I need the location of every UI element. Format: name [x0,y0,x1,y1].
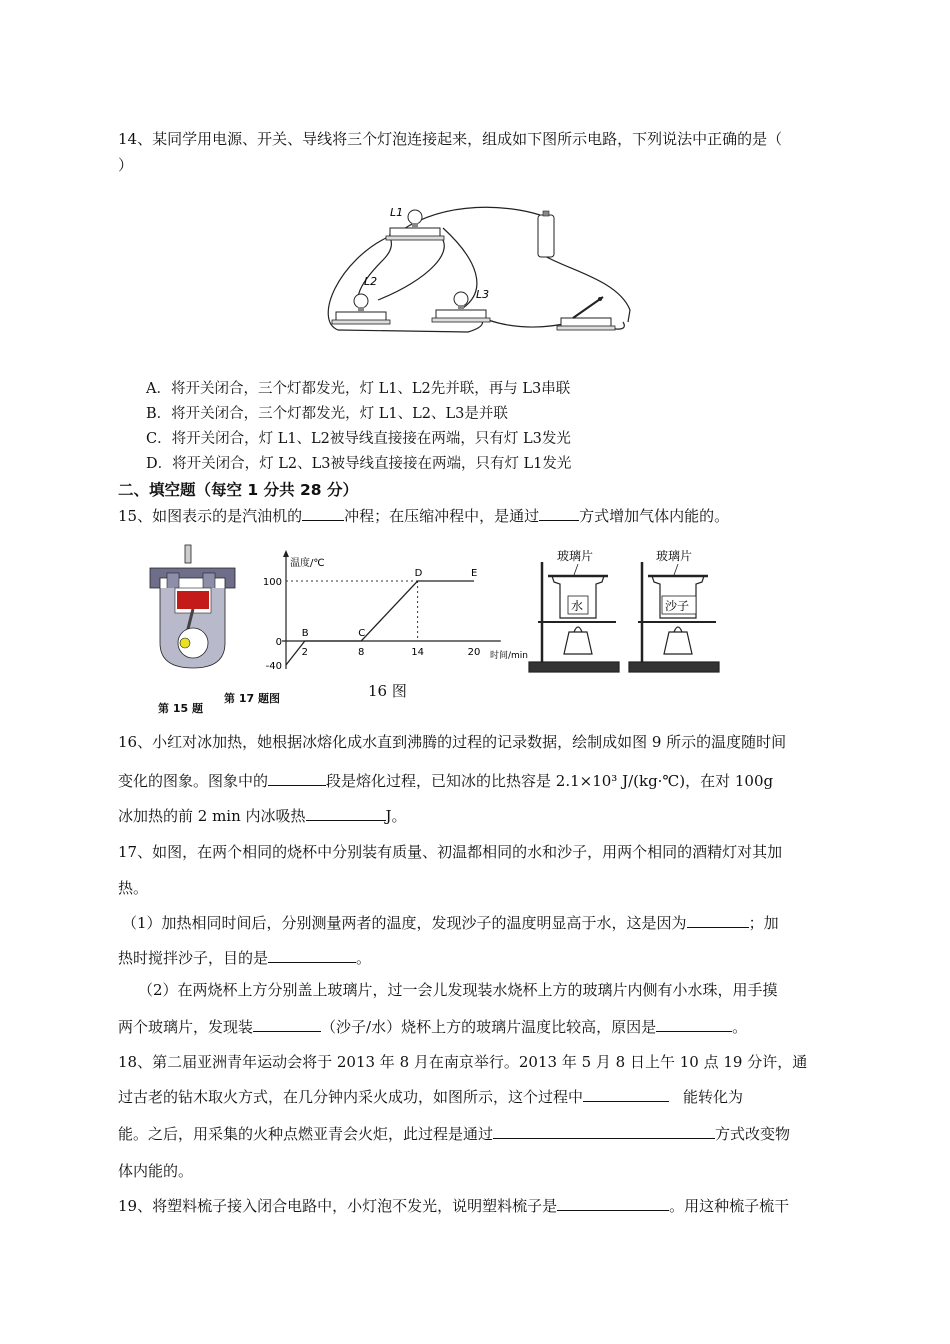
q14-stem-line1: 14、某同学用电源、开关、导线将三个灯泡连接起来，组成如下图所示电路，下列说法中正确的是（ [118,130,783,148]
section-fill-in-title: 二、填空题（每空 1 分共 28 分） [118,481,358,499]
lamp-l2 [332,275,390,324]
x-tick-label: 20 [467,647,481,658]
glass-label-right: 玻璃片 [656,549,693,563]
engine-figure [145,543,240,673]
wire [543,255,630,322]
label-l2: L2 [364,275,378,288]
q17-line2: 热。 [118,879,149,897]
q14-option-a: A．将开关闭合，三个灯都发光，灯 L1、L2先并联，再与 L3串联 [146,381,571,397]
point-label-e: E [471,568,478,579]
blank[interactable] [687,913,749,928]
q16-line3: 冰加热的前 2 min 内冰吸热 J。 [118,807,407,825]
point-label-d: D [414,568,423,579]
y-tick-label: 0 [275,637,282,648]
blank[interactable] [493,1124,715,1139]
q14-stem-line2: ） [118,156,134,174]
q14-option-d: D．将开关闭合，灯 L2、L3被导线直接接在两端，只有灯 L1发光 [146,456,572,472]
y-axis-arrow [283,550,289,557]
point-label-c: C [358,628,366,639]
fig16-caption: 16 图 [368,682,407,700]
series-line [286,581,474,665]
temperature-graph [258,548,529,680]
beaker-apparatus [524,542,724,677]
lamp-l1 [386,206,444,240]
blank[interactable] [268,771,326,786]
q18-line1: 18、第二届亚洲青年运动会将于 2013 年 8 月在南京举行。2013 年 5 月 8 日上午 10 点 19 分许，通 [118,1053,808,1071]
point-label-b: B [301,628,309,639]
q19-line1: 19、将塑料梳子接入闭合电路中，小灯泡不发光，说明塑料梳子是 。用这种梳子梳干 [118,1197,790,1215]
x-tick-label: 2 [301,647,308,658]
blank[interactable] [268,948,356,963]
graph-caption: 第 17 题图 [224,692,280,705]
beaker-label-water: 水 [571,599,584,613]
blank[interactable] [253,1017,321,1032]
x-axis-label: 时间/min [490,651,529,661]
q16-line2: 变化的图象。图象中的 段是熔化过程，已知冰的比热容是 2.1×10³ J/(kg·℃)，在对 100g [118,772,774,790]
q16-line1: 16、小红对冰加热，她根据冰熔化成水直到沸腾的过程的记录数据，绘制成如图 9 所示的温度随时间 [118,733,787,751]
glass-label-left: 玻璃片 [557,549,594,563]
wire [378,234,444,300]
q17-line1: 17、如图，在两个相同的烧杯中分别装有质量、初温都相同的水和沙子，用两个相同的酒精灯对其加 [118,843,783,861]
q14-option-b: B．将开关闭合，三个灯都发光，灯 L1、L2、L3是并联 [146,406,508,422]
q17-part1-line2: 热时搅拌沙子，目的是 。 [118,949,372,967]
switch [557,297,615,330]
label-l1: L1 [390,206,404,219]
label-l3: L3 [476,288,490,301]
q18-line2: 过古老的钻木取火方式，在几分钟内采火成功，如图所示，这个过程中 能转化为 [118,1088,744,1106]
x-tick-label: 14 [411,647,424,658]
blank[interactable] [539,506,579,521]
q14-option-c: C．将开关闭合，灯 L1、L2被导线直接接在两端，只有灯 L3发光 [146,431,571,447]
wire [402,207,540,230]
blank[interactable] [557,1196,669,1211]
blank[interactable] [302,506,344,521]
engine-caption: 第 15 题 [158,702,203,715]
circuit-diagram [318,200,630,340]
blank[interactable] [306,806,386,821]
blank[interactable] [583,1087,669,1102]
q18-line4: 体内能的。 [118,1162,194,1180]
y-tick-label: 100 [262,577,282,588]
beaker-label-sand: 沙子 [665,599,690,613]
q17-part2-line1: （2）在两烧杯上方分别盖上玻璃片，过一会儿发现装水烧杯上方的玻璃片内侧有小水珠，用手摸 [138,981,778,999]
y-tick-label: -40 [265,661,282,672]
lamp-l3 [432,288,490,322]
q17-part2-line2: 两个玻璃片，发现装 （沙子/水）烧杯上方的玻璃片温度比较高，原因是 。 [118,1018,748,1036]
x-tick-label: 8 [358,647,365,658]
blank[interactable] [656,1017,732,1032]
q18-line3: 能。之后，用采集的火种点燃亚青会火炬，此过程是通过 方式改变物 [118,1125,791,1143]
q15-stem: 15、如图表示的是汽油机的 冲程；在压缩冲程中，是通过 方式增加气体内能的。 [118,507,730,525]
q17-part1-line1: （1）加热相同时间后，分别测量两者的温度，发现沙子的温度明显高于水，这是因为 ；加 [122,914,779,932]
y-axis-label: 温度/℃ [290,558,325,569]
battery [538,211,554,257]
